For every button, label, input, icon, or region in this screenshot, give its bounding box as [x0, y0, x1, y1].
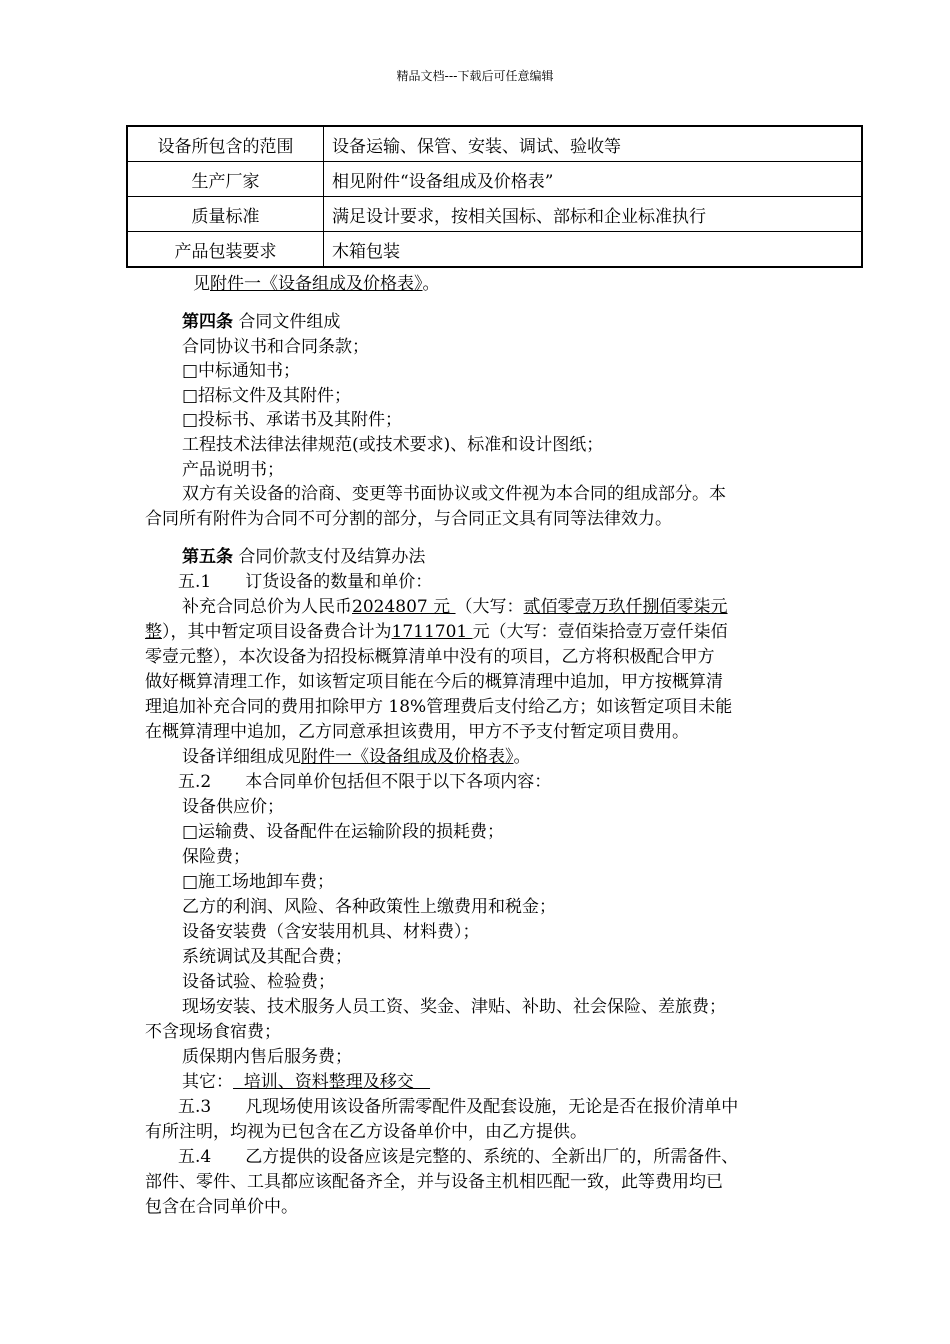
list-item: 设备试验、检验费； [182, 972, 335, 992]
text: 设备详细组成见 [182, 747, 301, 767]
table-cell-label: 设备所包含的范围 [127, 126, 324, 162]
paragraph-line: 零壹元整），本次设备为招投标概算清单中没有的项目，乙方将积极配合甲方 [145, 647, 715, 667]
table-cell-value: 相见附件“设备组成及价格表” [324, 162, 863, 197]
attachment-link: 附件一《设备组成及价格表》 [301, 747, 514, 767]
paragraph-line [145, 620, 728, 644]
list-item: □招标文件及其附件； [182, 386, 352, 406]
table-cell-value: 木箱包装 [324, 232, 863, 268]
list-item: □中标通知书； [182, 361, 301, 381]
paragraph-line: 合同所有附件为合同不可分割的部分，与合同正文具有同等法律效力。 [145, 509, 672, 529]
list-item: 工程技术法律法律规范(或技术要求)、标准和设计图纸； [182, 435, 604, 455]
section-5-1: 五.1 订货设备的数量和单价： [178, 572, 433, 592]
list-item: 设备安装费（含安装用机具、材料费）； [182, 922, 480, 942]
section-5-3: 五.3 凡现场使用该设备所需零配件及配套设施，无论是否在报价清单中 [178, 1097, 739, 1117]
provisional-amount: 1711701 [391, 622, 473, 642]
article-title: 合同价款支付及结算办法 [233, 547, 426, 567]
list-item: 设备供应价； [182, 797, 284, 817]
equipment-spec-table [126, 125, 863, 268]
list-item: □施工场地卸车费； [182, 872, 335, 892]
paragraph-line: 在概算清理中追加，乙方同意承担该费用，甲方不予支付暂定项目费用。 [145, 722, 689, 742]
paragraph-line: 做好概算清理工作，如该暂定项目能在今后的概算清理中追加，甲方按概算清 [145, 672, 723, 692]
article-5-heading [182, 545, 425, 569]
article-number: 第四条 [182, 312, 233, 332]
list-item: 乙方的利润、风险、各种政策性上缴费用和税金； [182, 897, 556, 917]
table-cell-label: 生产厂家 [127, 162, 324, 197]
list-item: 质保期内售后服务费； [182, 1047, 352, 1067]
text: 元（大写：壹佰柒拾壹万壹仟柒佰 [472, 622, 728, 642]
other-items: 培训、资料整理及移交 [233, 1072, 431, 1092]
total-amount: 2024807 元 [352, 597, 456, 617]
list-item: □运输费、设备配件在运输阶段的损耗费； [182, 822, 505, 842]
paragraph-line [182, 745, 531, 769]
list-item: 现场安装、技术服务人员工资、奖金、津贴、补助、社会保险、差旅费； [182, 997, 726, 1017]
text: 见 [193, 274, 210, 294]
list-item: 保险费； [182, 847, 250, 867]
list-item: □投标书、承诺书及其附件； [182, 410, 403, 430]
article-title: 合同文件组成 [233, 312, 341, 332]
table-cell-value: 设备运输、保管、安装、调试、验收等 [324, 126, 863, 162]
text: （大写： [455, 597, 524, 617]
table-row [127, 126, 862, 162]
section-5-2: 五.2 本合同单价包括但不限于以下各项内容： [178, 772, 552, 792]
article-4-heading [182, 310, 340, 334]
attachment-link: 附件一《设备组成及价格表》 [210, 274, 423, 294]
total-amount-capital: 整 [145, 622, 162, 642]
section-5-4: 五.4 乙方提供的设备应该是完整的、系统的、全新出厂的，所需备件、 [178, 1147, 739, 1167]
text: 其它： [182, 1072, 233, 1092]
table-cell-value: 满足设计要求，按相关国标、部标和企业标准执行 [324, 197, 863, 232]
page-header: 精品文档---下载后可任意编辑 [396, 69, 554, 83]
table-row [127, 197, 862, 232]
list-item: 合同协议书和合同条款； [182, 337, 369, 357]
paragraph-line: 部件、零件、工具都应该配备齐全，并与设备主机相匹配一致，此等费用均已 [145, 1172, 723, 1192]
text: 。 [422, 274, 440, 294]
text: 。 [513, 747, 531, 767]
paragraph-line: 双方有关设备的洽商、变更等书面协议或文件视为本合同的组成部分。本 [182, 484, 726, 504]
list-item-other [182, 1070, 430, 1094]
list-item: 产品说明书； [182, 460, 284, 480]
text: 补充合同总价为人民币 [182, 597, 352, 617]
table-cell-label: 产品包装要求 [127, 232, 324, 268]
paragraph-line [182, 595, 728, 619]
list-item: 系统调试及其配合费； [182, 947, 352, 967]
paragraph-line: 包含在合同单价中。 [145, 1197, 298, 1217]
paragraph-line: 理追加补充合同的费用扣除甲方 18%管理费后支付给乙方；如该暂定项目未能 [145, 697, 733, 717]
list-item: 不含现场食宿费； [145, 1022, 281, 1042]
article-number: 第五条 [182, 547, 233, 567]
attachment-reference-line [193, 272, 440, 296]
table-row [127, 162, 862, 197]
paragraph-line: 有所注明，均视为已包含在乙方设备单价中，由乙方提供。 [145, 1122, 587, 1142]
table-cell-label: 质量标准 [127, 197, 324, 232]
total-amount-capital: 贰佰零壹万玖仟捌佰零柒元 [523, 597, 728, 617]
text: ），其中暂定项目设备费合计为 [162, 622, 392, 642]
table-row [127, 232, 862, 268]
